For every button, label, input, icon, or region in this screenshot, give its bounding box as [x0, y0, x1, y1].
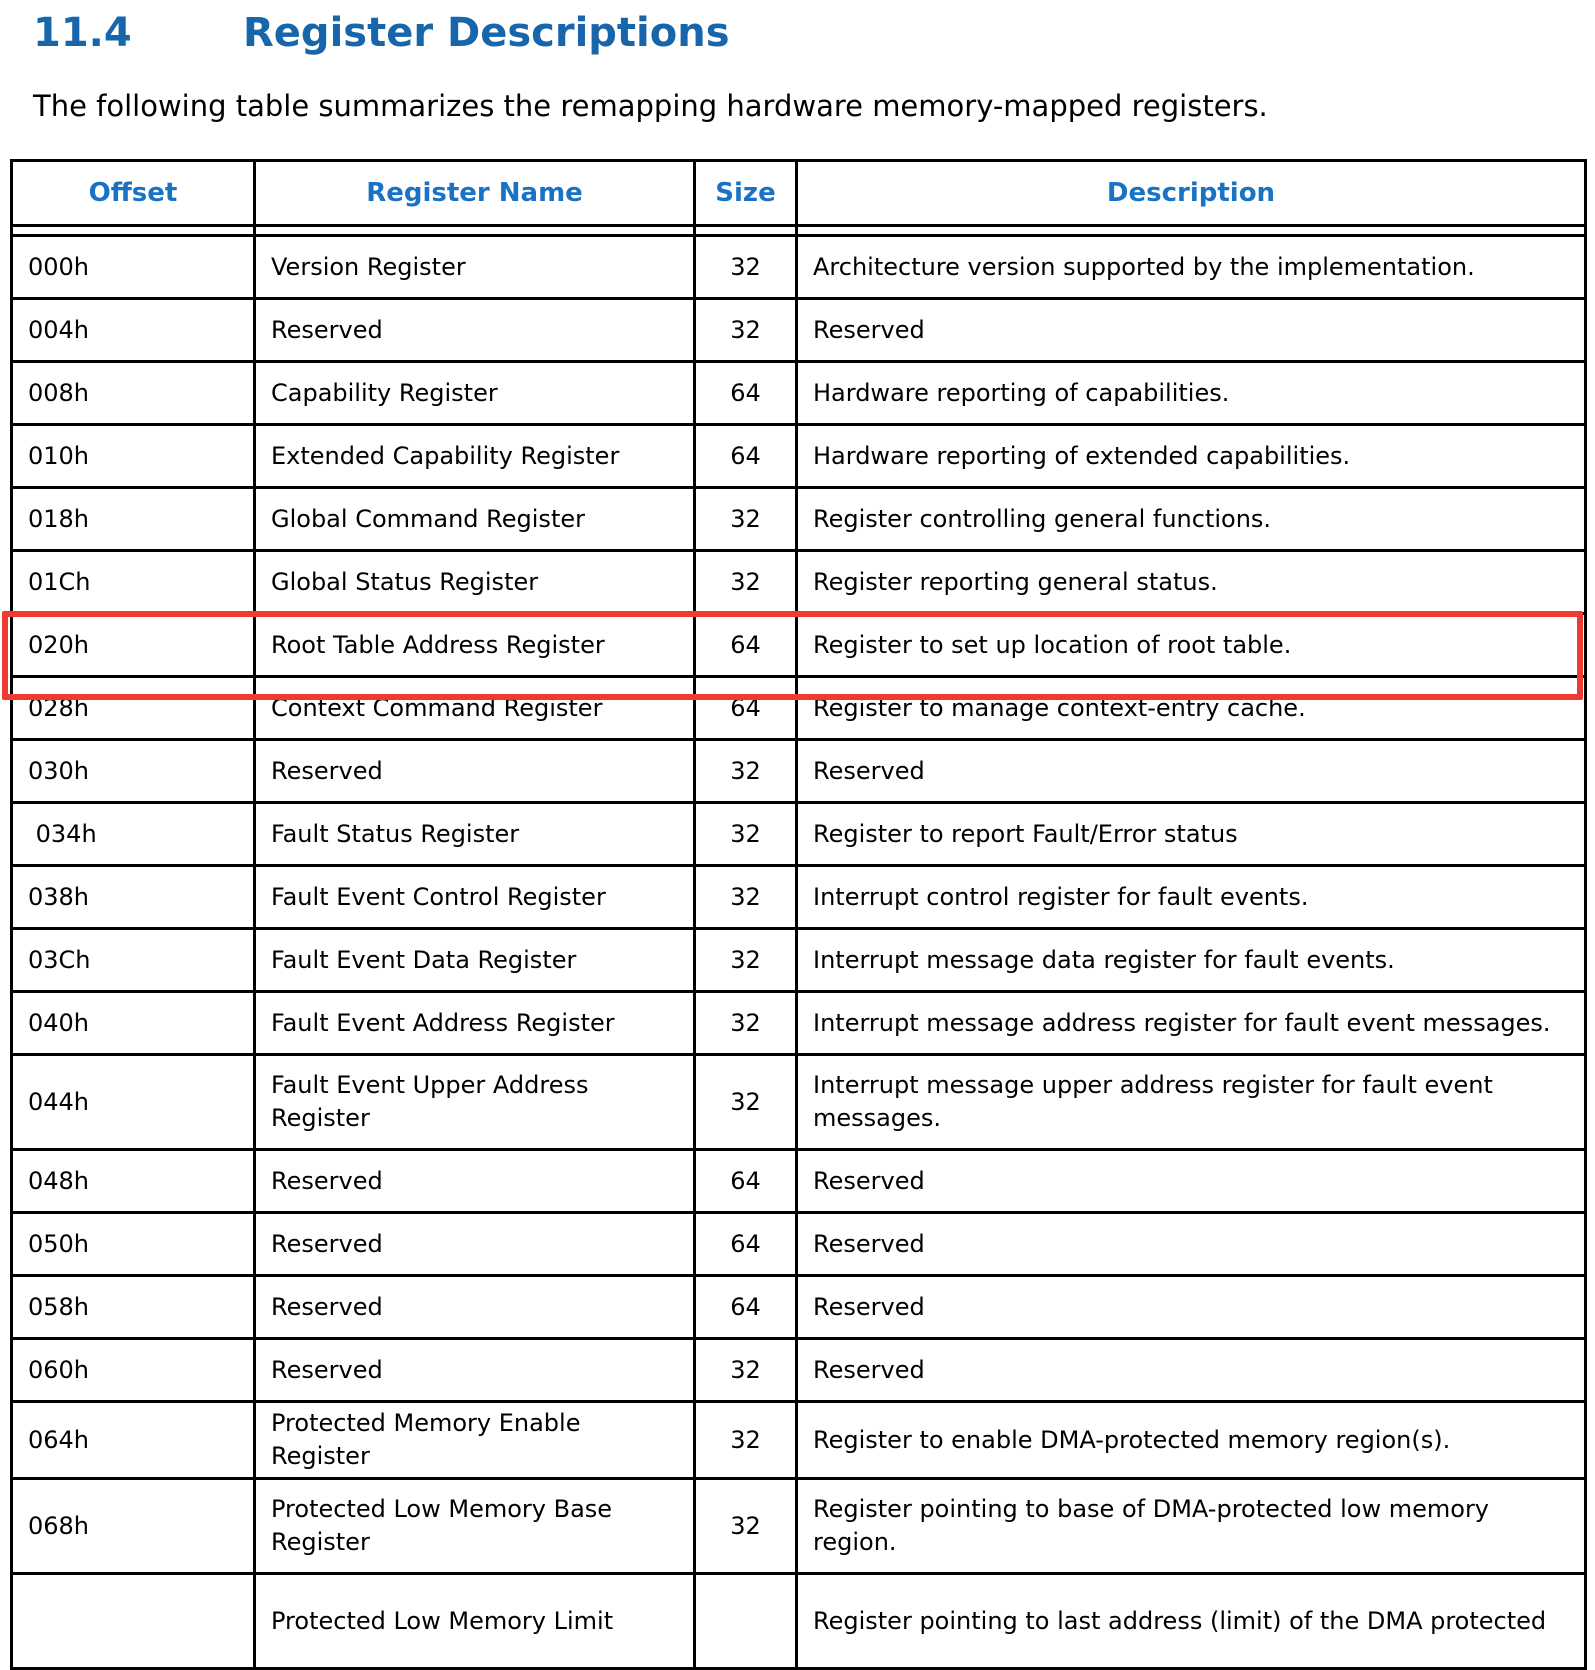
- intro-paragraph: The following table summarizes the remapping hardware memory-mapped registers.: [33, 89, 1268, 123]
- table-row: [12, 488, 1586, 551]
- table-row: [12, 1213, 1586, 1276]
- size-cell: 32: [695, 992, 797, 1055]
- size-cell: 64: [695, 1276, 797, 1339]
- size-cell: 64: [695, 614, 797, 677]
- size-cell: 64: [695, 425, 797, 488]
- register-name-cell: Version Register: [255, 236, 695, 299]
- register-name-cell: Fault Event Control Register: [255, 866, 695, 929]
- size-cell: 32: [695, 866, 797, 929]
- size-cell: 32: [695, 236, 797, 299]
- offset-cell: 040h: [12, 992, 255, 1055]
- register-name-cell: Fault Status Register: [255, 803, 695, 866]
- size-cell: 32: [695, 1402, 797, 1479]
- register-name-cell: Global Status Register: [255, 551, 695, 614]
- description-cell: Architecture version supported by the implementation.: [797, 236, 1586, 299]
- size-cell: 64: [695, 1150, 797, 1213]
- description-cell: Register to set up location of root table.: [797, 614, 1586, 677]
- register-name-cell: Global Command Register: [255, 488, 695, 551]
- section-heading: [33, 10, 1595, 56]
- register-name-cell: Root Table Address Register: [255, 614, 695, 677]
- table-row: [12, 740, 1586, 803]
- register-name-cell: Extended Capability Register: [255, 425, 695, 488]
- register-name-cell: Context Command Register: [255, 677, 695, 740]
- description-cell: Reserved: [797, 1276, 1586, 1339]
- offset-cell: 01Ch: [12, 551, 255, 614]
- offset-cell: 058h: [12, 1276, 255, 1339]
- offset-cell: 048h: [12, 1150, 255, 1213]
- table-row: [12, 236, 1586, 299]
- description-cell: Interrupt control register for fault events.: [797, 866, 1586, 929]
- description-cell: Register pointing to last address (limit) of the DMA protected: [797, 1574, 1586, 1669]
- description-cell: Register reporting general status.: [797, 551, 1586, 614]
- description-cell: Reserved: [797, 1339, 1586, 1402]
- offset-cell: 044h: [12, 1055, 255, 1150]
- table-row: [12, 866, 1586, 929]
- description-cell: Reserved: [797, 740, 1586, 803]
- registers-table: [10, 159, 1587, 1670]
- register-name-cell: Protected Low Memory Limit: [255, 1574, 695, 1669]
- register-name-cell: Capability Register: [255, 362, 695, 425]
- size-cell: 32: [695, 1339, 797, 1402]
- size-cell: 32: [695, 551, 797, 614]
- table-row: [12, 1479, 1586, 1574]
- column-header-description: Description: [797, 161, 1586, 226]
- table-row: [12, 614, 1586, 677]
- table-header-row: [12, 161, 1586, 226]
- table-row: [12, 1055, 1586, 1150]
- description-cell: Register to report Fault/Error status: [797, 803, 1586, 866]
- table-row: [12, 677, 1586, 740]
- offset-cell: 034h: [12, 803, 255, 866]
- register-name-cell: Reserved: [255, 1276, 695, 1339]
- offset-cell: 008h: [12, 362, 255, 425]
- table-row: [12, 299, 1586, 362]
- register-name-cell: Protected Low Memory Base Register: [255, 1479, 695, 1574]
- table-row: [12, 803, 1586, 866]
- description-cell: Interrupt message data register for fault events.: [797, 929, 1586, 992]
- table-row: [12, 992, 1586, 1055]
- register-name-cell: Reserved: [255, 1150, 695, 1213]
- description-cell: Reserved: [797, 1213, 1586, 1276]
- offset-cell: 010h: [12, 425, 255, 488]
- offset-cell: 038h: [12, 866, 255, 929]
- column-header-offset: Offset: [12, 161, 255, 226]
- offset-cell: 060h: [12, 1339, 255, 1402]
- register-name-cell: Fault Event Upper Address Register: [255, 1055, 695, 1150]
- size-cell: 32: [695, 299, 797, 362]
- size-cell: 32: [695, 1055, 797, 1150]
- description-cell: Register pointing to base of DMA-protected low memory region.: [797, 1479, 1586, 1574]
- register-name-cell: Reserved: [255, 299, 695, 362]
- offset-cell: 018h: [12, 488, 255, 551]
- table-row: [12, 1276, 1586, 1339]
- size-cell: 64: [695, 677, 797, 740]
- offset-cell: 03Ch: [12, 929, 255, 992]
- offset-cell: 064h: [12, 1402, 255, 1479]
- table-row: [12, 1574, 1586, 1669]
- description-cell: Hardware reporting of capabilities.: [797, 362, 1586, 425]
- offset-cell: 068h: [12, 1479, 255, 1574]
- description-cell: Interrupt message upper address register for fault event messages.: [797, 1055, 1586, 1150]
- description-cell: Reserved: [797, 299, 1586, 362]
- offset-cell: 028h: [12, 677, 255, 740]
- register-name-cell: Reserved: [255, 740, 695, 803]
- table-row: [12, 929, 1586, 992]
- table-row: [12, 551, 1586, 614]
- size-cell: 32: [695, 488, 797, 551]
- size-cell: 32: [695, 740, 797, 803]
- size-cell: 64: [695, 1213, 797, 1276]
- offset-cell: 004h: [12, 299, 255, 362]
- column-header-size: Size: [695, 161, 797, 226]
- size-cell: 32: [695, 1479, 797, 1574]
- section-number: 11.4: [33, 10, 132, 56]
- description-cell: Hardware reporting of extended capabilities.: [797, 425, 1586, 488]
- table-row: [12, 1402, 1586, 1479]
- offset-cell: 020h: [12, 614, 255, 677]
- register-name-cell: Reserved: [255, 1339, 695, 1402]
- table-row: [12, 362, 1586, 425]
- register-name-cell: Fault Event Address Register: [255, 992, 695, 1055]
- register-name-cell: Reserved: [255, 1213, 695, 1276]
- description-cell: Interrupt message address register for fault event messages.: [797, 992, 1586, 1055]
- column-header-register-name: Register Name: [255, 161, 695, 226]
- description-cell: Reserved: [797, 1150, 1586, 1213]
- header-separator-row: [12, 226, 1586, 236]
- description-cell: Register to manage context-entry cache.: [797, 677, 1586, 740]
- table-row: [12, 1150, 1586, 1213]
- size-cell: 32: [695, 929, 797, 992]
- size-cell: [695, 1574, 797, 1669]
- offset-cell: 050h: [12, 1213, 255, 1276]
- register-name-cell: Fault Event Data Register: [255, 929, 695, 992]
- size-cell: 64: [695, 362, 797, 425]
- offset-cell: [12, 1574, 255, 1669]
- description-cell: Register controlling general functions.: [797, 488, 1586, 551]
- size-cell: 32: [695, 803, 797, 866]
- table-row: [12, 1339, 1586, 1402]
- table-row: [12, 425, 1586, 488]
- offset-cell: 030h: [12, 740, 255, 803]
- description-cell: Register to enable DMA-protected memory region(s).: [797, 1402, 1586, 1479]
- offset-cell: 000h: [12, 236, 255, 299]
- section-title: Register Descriptions: [243, 10, 730, 56]
- register-name-cell: Protected Memory Enable Register: [255, 1402, 695, 1479]
